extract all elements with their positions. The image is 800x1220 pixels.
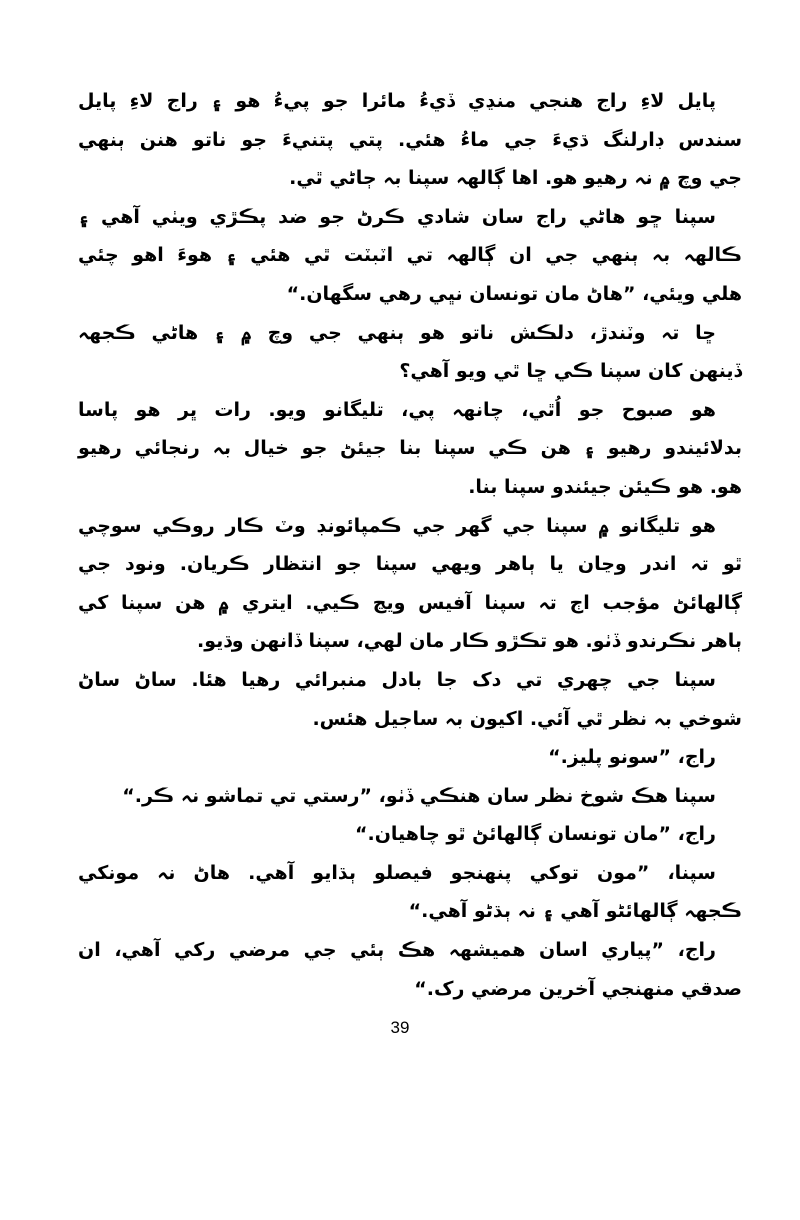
paragraph [78,391,742,507]
paragraph [78,931,742,1008]
text-line: پايل لاءِ راج هنجي منڍي ڏيءُ مائرا جو پيءُ هو ۽ راج لاءِ پايل [78,90,716,112]
paragraph [78,854,742,931]
paragraph [78,738,742,777]
paragraph [78,82,742,198]
text-line: سندس ڊارلنگ ڌيءَ جي ماءُ هئي. پتي پتنيءَ جو ناتو هنن ٻنهي [78,128,742,151]
paragraph [78,507,742,661]
text-line: ڇا تہ وٽندڙ، دلڪش ناتو هو ٻنهي جي وچ ۾ ۽ هاڻي ڪجهہ [78,321,716,344]
text-line: سپنا ڇو هاڻي راج سان شادي ڪرڻ جو ضد پڪڙي ويٺي آهي ۽ [78,205,716,228]
text-line: بدلائيندو رهيو ۽ هن ڪي سپنا بنا جيئڻ جو خيال بہ رنجائي رهيو [78,437,742,460]
body-text [78,82,742,1008]
text-line: ڳالهائڻ مؤجب اڄ تہ سپنا آفيس ويڃ ڪيي. ايتري ۾ هن سپنا کي [78,591,742,614]
text-line: شوخي بہ نظر ٿي آئي. اکيون بہ ساجيل هئس. [312,707,742,730]
text-line: هو صبوح جو اُٿي، چانهہ پي، تليگانو ويو. رات ڀر هو پاسا [78,398,716,421]
text-line: راج، ”مان تونسان ڳالهائڻ ٿو چاهيان.“ [355,823,716,846]
text-line: جي وچ ۾ نہ رهيو هو. اها ڳالهہ سپنا بہ ڄاڻي ٿي. [289,167,742,190]
text-line: سپنا، ”مون توکي پنهنجو فيصلو ٻڌايو آهي. هاڻ نہ مونکي [78,861,716,884]
text-line: سپنا جي چهري تي دک جا بادل منبرائي رهيا هئا. ساڻ ساڻ [78,668,716,691]
text-line: هلي ويئي، ”هاڻ مان تونسان نڀي رهي سگهان.“ [286,282,742,305]
text-line: هو. هو ڪيئن جيئندو سپنا بنا. [468,475,742,498]
text-line: ٻاهر نڪرندو ڏٺو. هو تڪڙو ڪار مان لهي، سپنا ڏانهن وڌيو. [197,630,742,653]
text-line: ڪالهہ بہ ٻنهي جي ان ڳالهہ تي اٽبٽت ٿي هئي ۽ هوءَ اهو چئي [78,244,742,267]
text-line: ڏينهن کان سپنا ڪي ڇا ٿي ويو آهي؟ [399,360,742,383]
text-line: هو تليگانو ۾ سپنا جي گهر جي ڪمپائونڊ وٽ ڪار روڪي سوچي [78,514,716,537]
page-number: 39 [390,1018,410,1037]
text-line: راج، ”سونو پليز.“ [548,746,716,769]
paragraph [78,661,742,738]
text-line: راج، ”پياري اسان هميشهہ هڪ ٻئي جي مرضي رکي آهي، ان [78,939,716,962]
text-line: ٿو تہ اندر وڃان يا ٻاهر ويهي سپنا جو انتظار ڪريان. ونود جي [78,553,742,576]
text-line: صدقي منهنجي آخرين مرضي رک.“ [414,977,742,1000]
text-line: سپنا هڪ شوخ نظر سان هنڪي ڏٺو، ”رستي تي تماشو نہ ڪر.“ [122,784,716,807]
paragraph [78,777,742,816]
text-line: ڪجهہ ڳالهائڻو آهي ۽ نہ ٻڌڻو آهي.“ [408,900,742,923]
paragraph [78,198,742,314]
paragraph [78,314,742,391]
paragraph [78,815,742,854]
